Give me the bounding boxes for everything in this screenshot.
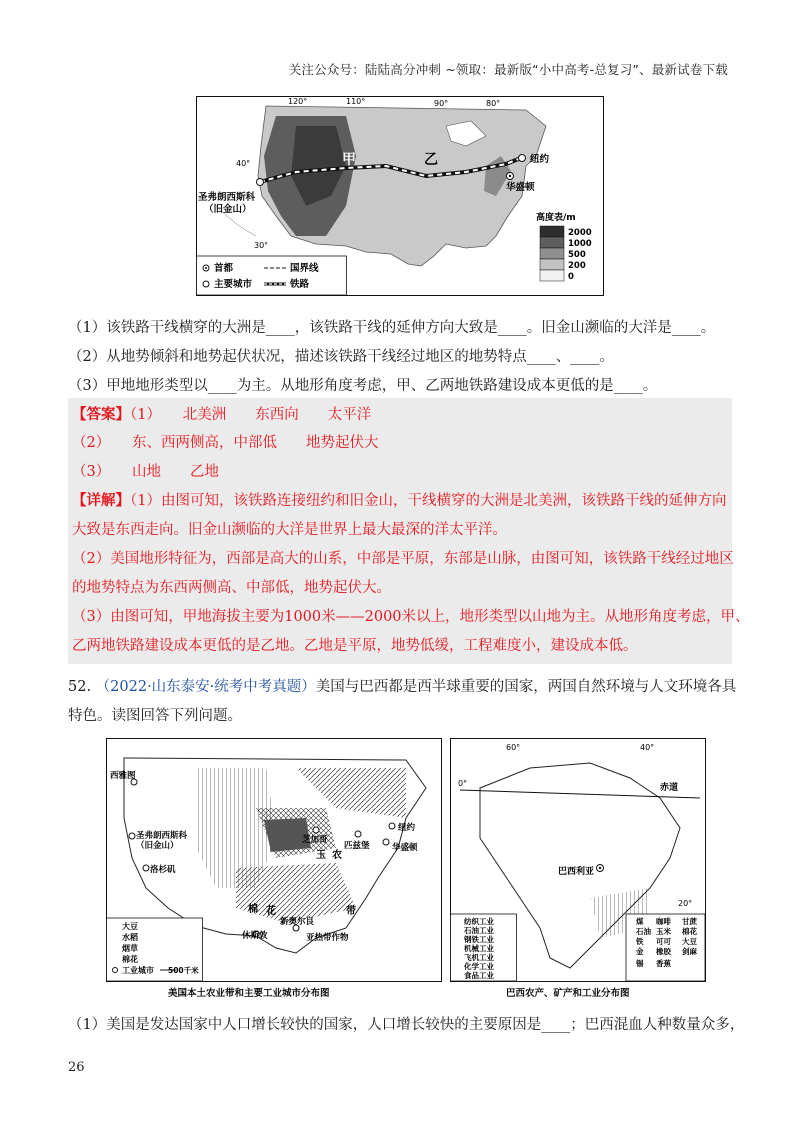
lon-90-label: 90° xyxy=(434,99,449,108)
belt-cotton-2: 花 xyxy=(266,906,276,917)
belt-dairy: 带 xyxy=(346,906,356,917)
city-ny: 纽约 xyxy=(398,823,416,833)
city-sf-2: （旧金山） xyxy=(136,841,179,851)
lon-110-label: 110° xyxy=(346,97,366,106)
ind-machine: 机械工业 xyxy=(464,944,494,953)
ind-steel: 钢铁工业 xyxy=(464,935,494,944)
city-houston: 休斯敦 xyxy=(242,931,268,941)
elev-2000: 2000 xyxy=(568,228,592,238)
map2-caption: 美国本土农业带和主要工业城市分布图 xyxy=(168,988,330,999)
question-source: （2022·山东泰安·统考中考真题） xyxy=(95,679,316,695)
min-coal: 煤 xyxy=(636,917,644,926)
label-jia: 甲 xyxy=(342,152,356,168)
ind-textile: 纺织工业 xyxy=(464,917,494,926)
sf-city-marker xyxy=(257,179,264,186)
city-la: 洛杉矶 xyxy=(150,865,176,875)
legend-cotton: 棉花 xyxy=(122,955,138,964)
city-chicago: 芝加哥 xyxy=(302,835,328,845)
sf-city-label: 圣弗朗西斯科 xyxy=(198,192,256,203)
brazil-map xyxy=(450,738,706,1000)
answer-line-1: 【答案】（1） 北美洲 东西向 太平洋 xyxy=(72,406,372,423)
elev-200: 200 xyxy=(568,261,586,271)
city-dc: 华盛顿 xyxy=(392,843,418,853)
elev-0: 0 xyxy=(568,272,574,282)
legend-city: 主要城市 xyxy=(214,279,253,290)
sf-city-label-2: （旧金山） xyxy=(204,204,252,215)
crop-tin: 锡 xyxy=(636,959,644,968)
question-52-1: （1）美国是发达国家中人口增长较快的国家，人口增长较快的主要原因是____；巴西混血人种数量众多， xyxy=(68,1017,745,1033)
lat-40-label: 40° xyxy=(236,159,251,168)
lon-80-label: 80° xyxy=(486,99,501,108)
lon-40-label: 40° xyxy=(640,743,655,752)
elev-500: 500 xyxy=(568,250,586,260)
legend-capital: 首都 xyxy=(214,263,234,274)
legend-rice: 水稻 xyxy=(122,933,138,942)
lat-30-label: 30° xyxy=(254,241,269,250)
lat-0-label: 0° xyxy=(458,779,468,788)
legend-city: 工业城市 xyxy=(122,966,154,975)
crop-coffee: 咖啡 xyxy=(656,917,671,926)
answer-tag: 【答案】 xyxy=(72,406,130,423)
crop-cotton: 棉花 xyxy=(682,927,697,936)
ind-aircraft: 飞机工业 xyxy=(464,953,494,962)
lat-20-label: 20° xyxy=(678,899,693,908)
belt-cotton: 棉 xyxy=(248,904,258,915)
equator-label: 赤道 xyxy=(660,783,679,793)
lon-60-label: 60° xyxy=(506,743,521,752)
legend-soy: 大豆 xyxy=(122,922,138,931)
question-52-line-2: 特色。读图回答下列问题。 xyxy=(68,708,242,724)
explain-tag: 【详解】 xyxy=(72,492,130,509)
crop-sisal: 剑麻 xyxy=(682,947,697,956)
us-agriculture-map xyxy=(106,738,442,1000)
question-1: （1）该铁路干线横穿的大洲是____，该铁路干线的延伸方向大致是____。旧金山濒临的大洋是____。 xyxy=(68,320,716,336)
belt-corn: 玉 xyxy=(316,850,326,861)
belt-farm: 农 xyxy=(332,850,342,861)
elev-title: 高度表/m xyxy=(536,213,576,223)
min-oil: 石油 xyxy=(636,927,651,936)
crop-soy: 大豆 xyxy=(682,937,697,946)
question-3: （3）甲地地形类型以____为主。从地形角度考虑，甲、乙两地铁路建设成本更低的是____。 xyxy=(68,378,658,394)
city-brasilia: 巴西利亚 xyxy=(558,867,595,877)
ind-food: 食品工业 xyxy=(464,971,494,980)
page-number: 26 xyxy=(68,1060,85,1075)
city-sf: 圣弗朗西斯科 xyxy=(136,831,188,841)
belt-subtropical: 亚热带作物 xyxy=(306,933,349,943)
min-iron: 铁 xyxy=(636,937,644,946)
crop-tea: 香蕉 xyxy=(656,959,671,968)
question-number: 52. xyxy=(68,679,92,695)
map3-caption: 巴西农产、矿产和工业分布图 xyxy=(506,988,630,999)
explain-line-2: 大致是东西走向。旧金山濒临的大洋是世界上最大最深的洋太平洋。 xyxy=(72,522,507,538)
city-pittsburgh: 匹兹堡 xyxy=(344,841,370,851)
crop-sugar: 甘蔗 xyxy=(682,917,697,926)
dc-city-label: 华盛顿 xyxy=(506,182,535,193)
answer-line-3: （3） 山地 乙地 xyxy=(72,464,219,480)
crop-rubber: 橡胶 xyxy=(656,947,671,956)
crop-cocoa: 可可 xyxy=(656,937,671,946)
crop-corn: 玉米 xyxy=(656,927,671,936)
legend-border: 国界线 xyxy=(290,263,319,274)
ny-city-label: 纽约 xyxy=(530,154,550,165)
explain-line-3: （2）美国地形特征为，西部是高大的山系，中部是平原，东部是山脉，由图可知，该铁路干线经过地区 xyxy=(72,551,734,567)
explain-line-6: 乙两地铁路建设成本更低的是乙地。乙地是平原，地势低缓，工程难度小，建设成本低。 xyxy=(72,638,638,654)
us-terrain-railway-map xyxy=(196,96,604,296)
page-header: 关注公众号：陆陆高分冲刺 ~领取：最新版“小中高考-总复习”、最新试卷下载 xyxy=(288,62,728,77)
ind-oil: 石油工业 xyxy=(464,926,494,935)
explain-line-4: 的地势特点为东西两侧高、中部低，地势起伏大。 xyxy=(72,580,391,596)
legend-rail: 铁路 xyxy=(290,279,310,290)
question-52-line-1: 52. （2022·山东泰安·统考中考真题）美国与巴西都是西半球重要的国家，两国自然环境与人文环境各具 xyxy=(68,679,737,695)
ind-chemical: 化学工业 xyxy=(464,962,494,971)
lon-120-label: 120° xyxy=(288,97,308,106)
legend-tobacco: 烟草 xyxy=(122,944,138,953)
label-yi: 乙 xyxy=(424,152,438,168)
min-gold: 金 xyxy=(636,947,644,956)
question-2: （2）从地势倾斜和地势起伏状况，描述该铁路干线经过地区的地势特点____、____。 xyxy=(68,349,614,365)
city-neworleans: 新奥尔良 xyxy=(280,917,315,927)
answer-line-2: （2） 东、西两侧高，中部低 地势起伏大 xyxy=(72,435,379,451)
explain-line-5: （3）由图可知，甲地海拔主要为1000米——2000米以上，地形类型以山地为主。从地形角度考虑，甲、 xyxy=(72,609,750,625)
ny-city-marker xyxy=(519,155,526,162)
elev-1000: 1000 xyxy=(568,239,592,249)
scale-label: 500千米 xyxy=(168,966,199,975)
city-seattle: 西雅图 xyxy=(110,771,136,781)
explain-line-1: 【详解】（1）由图可知，该铁路连接纽约和旧金山，干线横穿的大洲是北美洲，该铁路干线的延伸方向 xyxy=(72,492,727,509)
